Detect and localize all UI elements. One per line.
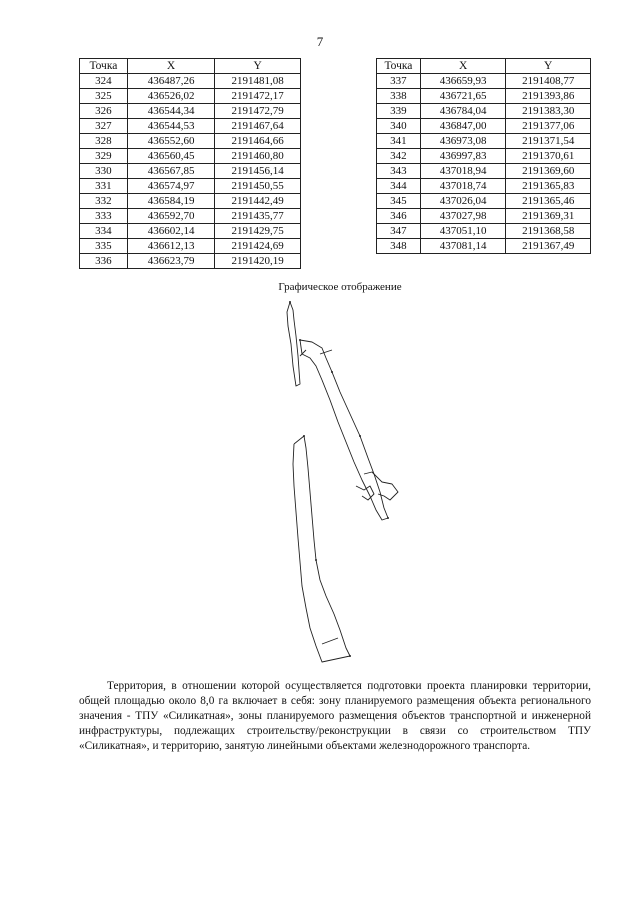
cell-x: 436592,70	[127, 209, 215, 224]
cell-y: 2191408,77	[506, 74, 591, 89]
cell-point: 325	[80, 89, 128, 104]
cell-y: 2191467,64	[215, 119, 301, 134]
cell-y: 2191393,86	[506, 89, 591, 104]
boundary-point	[303, 435, 305, 437]
cell-point: 334	[80, 224, 128, 239]
boundary-point	[359, 435, 361, 437]
cell-x: 436602,14	[127, 224, 215, 239]
cell-point: 333	[80, 209, 128, 224]
cell-point: 326	[80, 104, 128, 119]
cell-point: 329	[80, 149, 128, 164]
cell-point: 344	[377, 179, 421, 194]
coordinates-table-right	[376, 58, 591, 254]
cell-x: 436997,83	[420, 149, 506, 164]
page-number: 7	[316, 34, 324, 49]
table-row	[377, 239, 591, 254]
cell-x: 436560,45	[127, 149, 215, 164]
cell-y: 2191442,49	[215, 194, 301, 209]
boundary-outline	[322, 638, 338, 644]
cell-point: 324	[80, 74, 128, 89]
cell-point: 328	[80, 134, 128, 149]
header-point: Точка	[377, 59, 421, 74]
cell-x: 436544,53	[127, 119, 215, 134]
cell-y: 2191424,69	[215, 239, 301, 254]
cell-point: 327	[80, 119, 128, 134]
boundary-outline	[300, 340, 388, 520]
cell-y: 2191460,80	[215, 149, 301, 164]
cell-x: 437018,74	[420, 179, 506, 194]
cell-y: 2191365,46	[506, 194, 591, 209]
cell-y: 2191435,77	[215, 209, 301, 224]
cell-point: 347	[377, 224, 421, 239]
cell-y: 2191456,14	[215, 164, 301, 179]
boundary-point	[387, 517, 389, 519]
cell-x: 436623,79	[127, 254, 215, 269]
table-row	[377, 224, 591, 239]
boundary-point	[349, 655, 351, 657]
cell-x: 436659,93	[420, 74, 506, 89]
table-row	[80, 209, 301, 224]
table-row	[80, 179, 301, 194]
cell-x: 436574,97	[127, 179, 215, 194]
header-y: Y	[215, 59, 301, 74]
table-row	[80, 149, 301, 164]
table-row	[80, 119, 301, 134]
table-header-row	[80, 59, 301, 74]
cell-x: 436487,26	[127, 74, 215, 89]
table-row	[80, 254, 301, 269]
cell-point: 332	[80, 194, 128, 209]
cell-x: 436612,13	[127, 239, 215, 254]
cell-point: 340	[377, 119, 421, 134]
cell-x: 437051,10	[420, 224, 506, 239]
cell-point: 348	[377, 239, 421, 254]
table-row	[80, 89, 301, 104]
table-row	[80, 74, 301, 89]
cell-point: 342	[377, 149, 421, 164]
table-row	[377, 104, 591, 119]
table-header-row	[377, 59, 591, 74]
cell-point: 331	[80, 179, 128, 194]
cell-x: 437081,14	[420, 239, 506, 254]
cell-point: 346	[377, 209, 421, 224]
table-row	[80, 224, 301, 239]
table-row	[80, 104, 301, 119]
table-row	[377, 209, 591, 224]
table-row	[377, 74, 591, 89]
cell-point: 339	[377, 104, 421, 119]
cell-point: 336	[80, 254, 128, 269]
boundary-point	[315, 559, 317, 561]
cell-x: 437018,94	[420, 164, 506, 179]
cell-y: 2191481,08	[215, 74, 301, 89]
cell-y: 2191383,30	[506, 104, 591, 119]
boundary-outline	[287, 302, 300, 386]
header-x: X	[420, 59, 506, 74]
header-x: X	[127, 59, 215, 74]
cell-x: 436567,85	[127, 164, 215, 179]
cell-x: 437026,04	[420, 194, 506, 209]
territory-boundary-scheme	[260, 296, 420, 676]
cell-y: 2191420,19	[215, 254, 301, 269]
cell-y: 2191369,60	[506, 164, 591, 179]
cell-x: 436544,34	[127, 104, 215, 119]
cell-y: 2191472,17	[215, 89, 301, 104]
cell-x: 436847,00	[420, 119, 506, 134]
cell-x: 436721,65	[420, 89, 506, 104]
cell-point: 335	[80, 239, 128, 254]
cell-point: 341	[377, 134, 421, 149]
cell-y: 2191367,49	[506, 239, 591, 254]
cell-point: 330	[80, 164, 128, 179]
table-row	[80, 134, 301, 149]
cell-y: 2191371,54	[506, 134, 591, 149]
coordinates-table-left	[79, 58, 301, 269]
boundary-outline	[320, 350, 332, 354]
cell-x: 437027,98	[420, 209, 506, 224]
cell-x: 436784,04	[420, 104, 506, 119]
table-row	[80, 164, 301, 179]
cell-x: 436584,19	[127, 194, 215, 209]
cell-point: 343	[377, 164, 421, 179]
table-row	[377, 119, 591, 134]
boundary-point	[331, 371, 333, 373]
cell-y: 2191450,55	[215, 179, 301, 194]
table-row	[80, 239, 301, 254]
cell-y: 2191369,31	[506, 209, 591, 224]
header-point: Точка	[80, 59, 128, 74]
table-row	[377, 164, 591, 179]
cell-x: 436552,60	[127, 134, 215, 149]
table-row	[377, 89, 591, 104]
table-row	[377, 149, 591, 164]
cell-y: 2191429,75	[215, 224, 301, 239]
cell-y: 2191370,61	[506, 149, 591, 164]
figure-caption: Графическое отображение	[278, 281, 402, 293]
cell-y: 2191472,79	[215, 104, 301, 119]
cell-point: 345	[377, 194, 421, 209]
header-y: Y	[506, 59, 591, 74]
table-row	[377, 194, 591, 209]
cell-y: 2191365,83	[506, 179, 591, 194]
territory-description: Территория, в отношении которой осуществляется подготовки проекта планировки территории, общей площадью около 8,0 га включает в себя: зону планируемого размещения объекта регионального значения - ТПУ «Силикатная», зоны планируемого размещения объектов транспортной и инженерной инфраструктуры, подлежащих строительству/реконструкции в связи со строительством ТПУ «Силикатная», и территорию, занятую линейными объектами железнодорожного транспорта.	[79, 680, 591, 753]
boundary-outline	[293, 436, 350, 662]
table-row	[80, 194, 301, 209]
cell-y: 2191464,66	[215, 134, 301, 149]
cell-x: 436973,08	[420, 134, 506, 149]
table-row	[377, 134, 591, 149]
boundary-point	[299, 339, 301, 341]
cell-x: 436526,02	[127, 89, 215, 104]
cell-point: 337	[377, 74, 421, 89]
table-row	[377, 179, 591, 194]
cell-y: 2191368,58	[506, 224, 591, 239]
cell-y: 2191377,06	[506, 119, 591, 134]
boundary-point	[289, 301, 291, 303]
cell-point: 338	[377, 89, 421, 104]
